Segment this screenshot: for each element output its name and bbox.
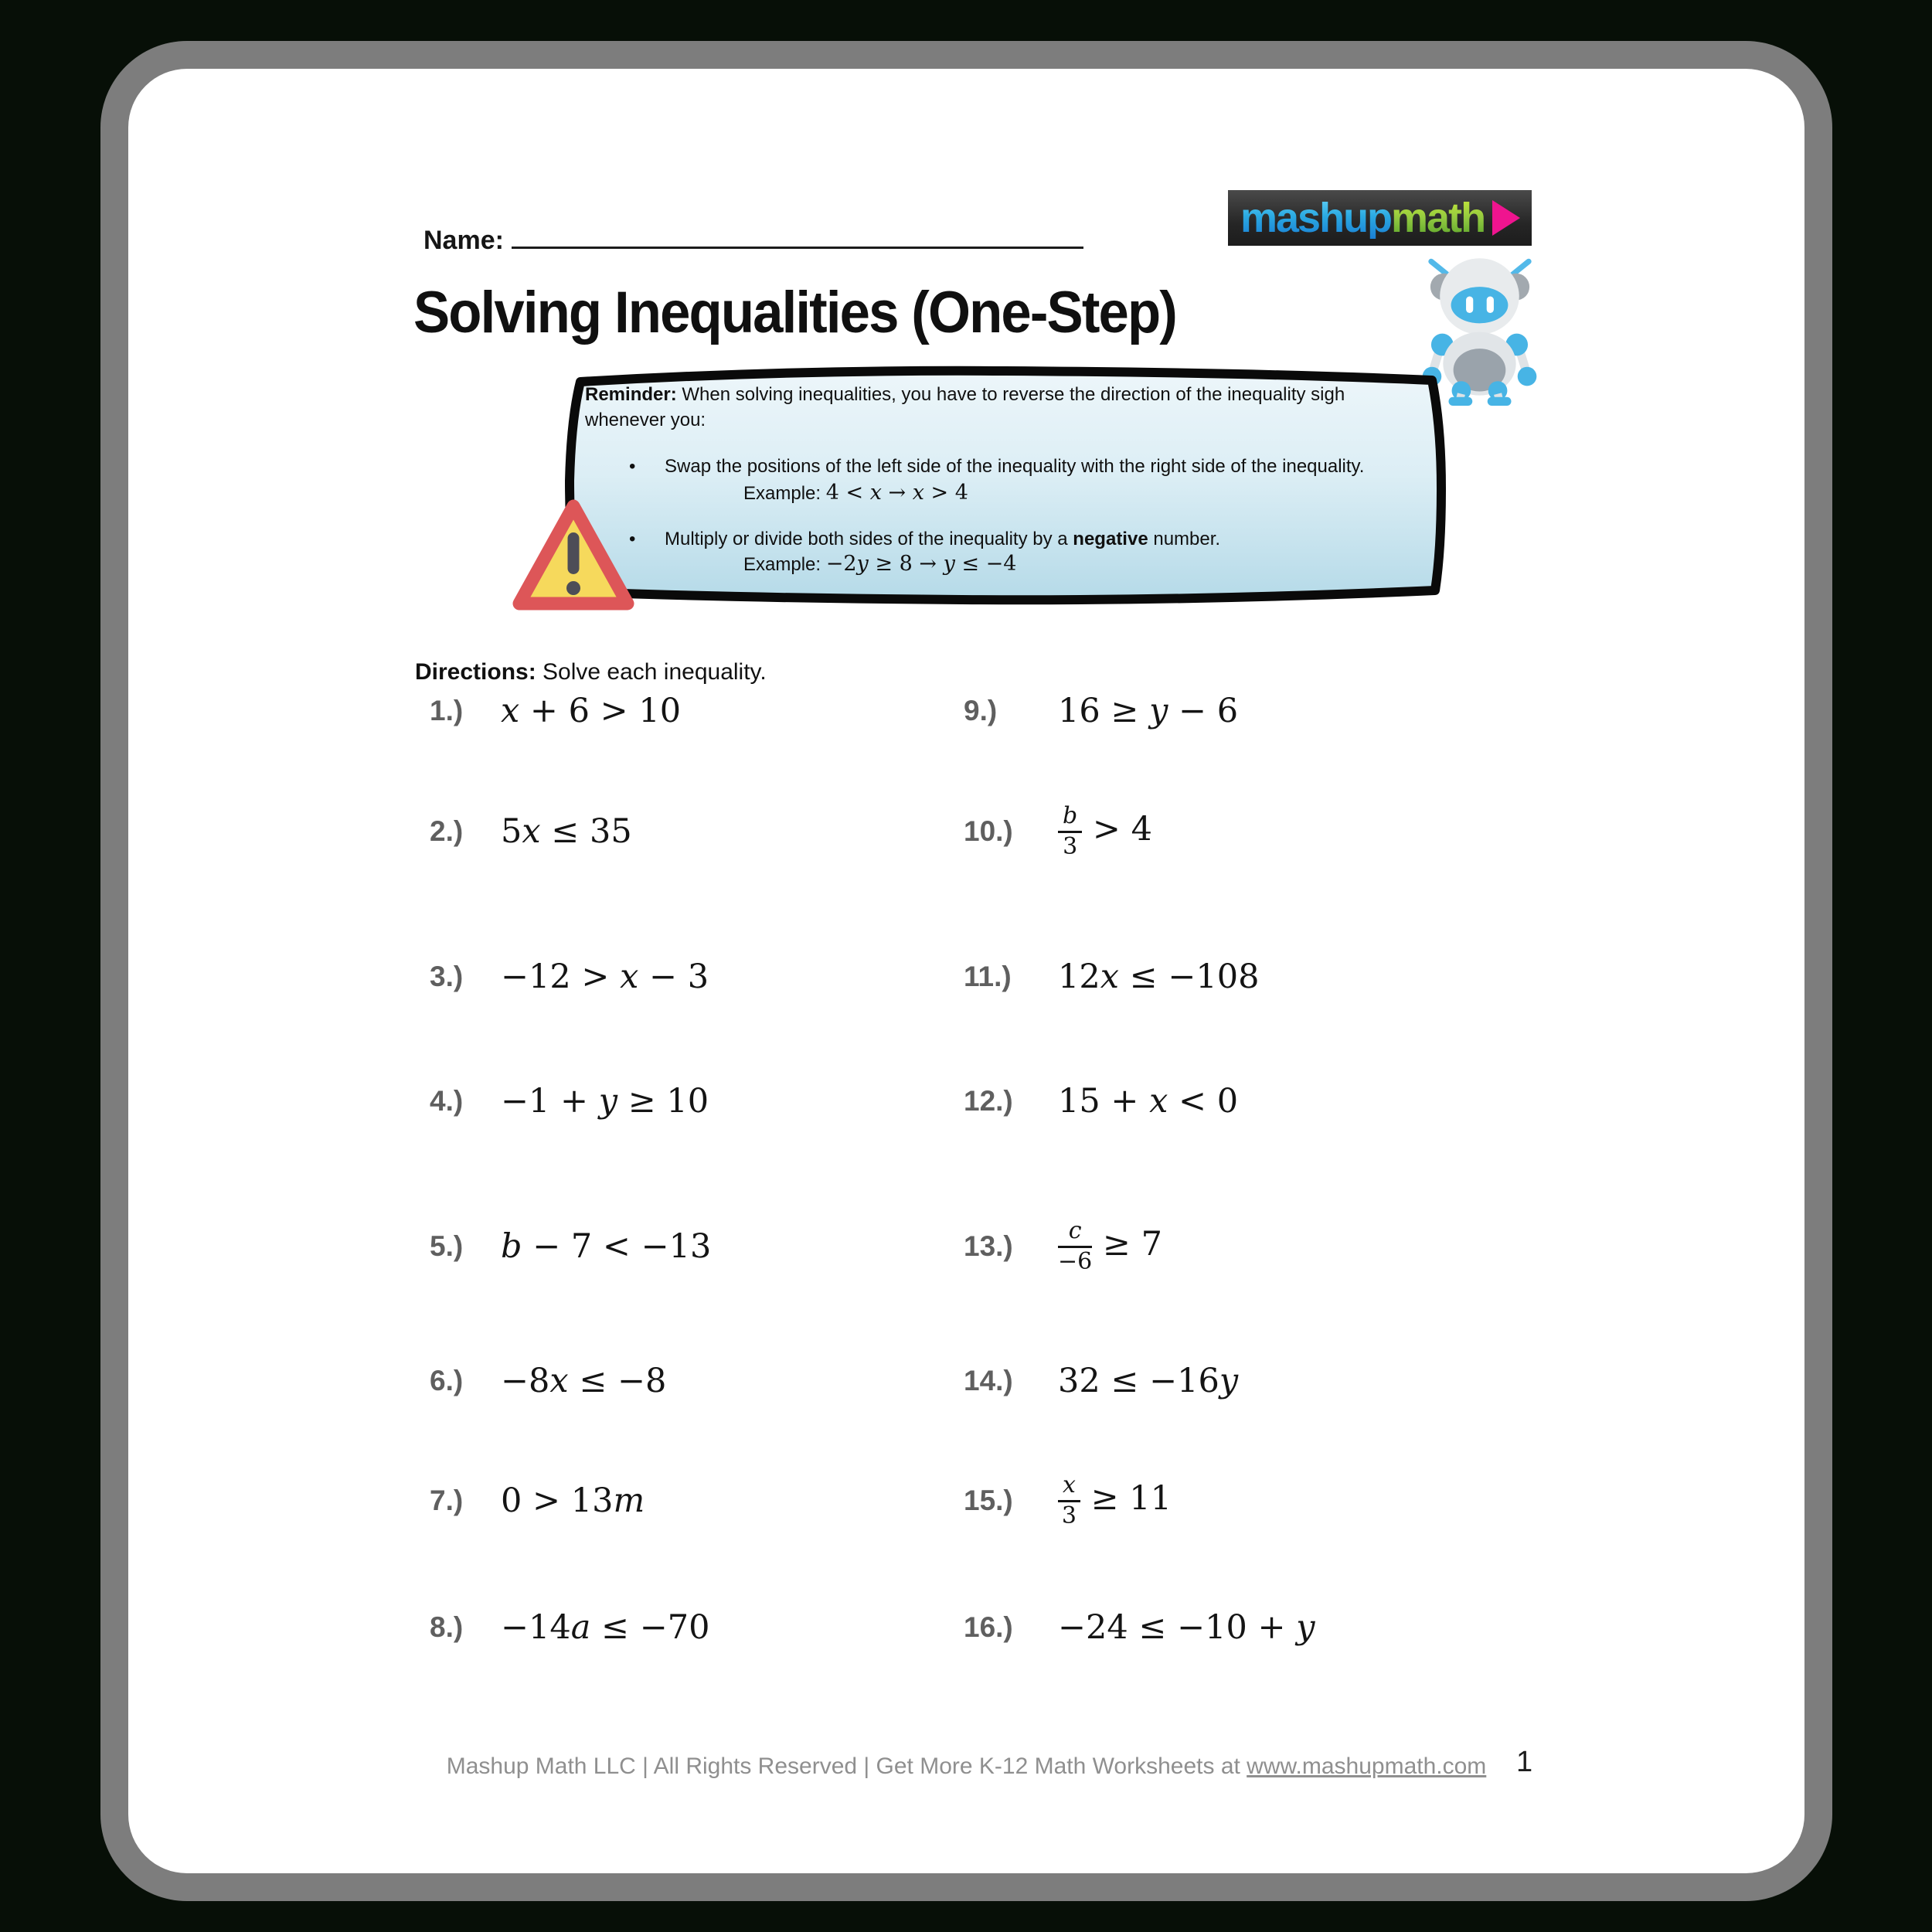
reminder-lead-line2: whenever you: — [585, 410, 706, 430]
problem-row-15 — [964, 1454, 1172, 1547]
reminder-example-2: Example: −2y ≥ 8 → y ≤ −4 — [743, 552, 1017, 576]
problem-number: 8.) — [430, 1611, 464, 1643]
problem-number: 4.) — [430, 1085, 464, 1117]
name-label: Name: — [423, 226, 504, 255]
problem-row-16 — [964, 1581, 1315, 1674]
problem-number: 13.) — [964, 1230, 1013, 1262]
fraction: $\frac{b}{3}$ — [1058, 803, 1082, 860]
reminder-bullet-2: • Multiply or divide both sides of the inequality by a negative number. — [629, 529, 1221, 549]
problem-equation: −1 + y ≥ 10 — [501, 1082, 709, 1121]
problem-equation: 32 ≤ −16y — [1058, 1362, 1239, 1400]
reminder-content — [560, 365, 1451, 607]
fraction: $\frac{c}{-6}$ — [1058, 1217, 1093, 1275]
problem-row-5 — [430, 1200, 711, 1293]
problem-number: 3.) — [430, 961, 464, 992]
directions-rest: Solve each inequality. — [536, 659, 767, 685]
problem-equation: $\frac{c}{-6}$ ≥ 7 — [1058, 1217, 1162, 1275]
problem-number: 7.) — [430, 1485, 464, 1516]
problem-equation: −8x ≤ −8 — [501, 1362, 667, 1400]
problem-row-9 — [964, 665, 1238, 757]
mashupmath-logo — [1228, 190, 1532, 246]
problem-number: 9.) — [964, 695, 998, 726]
logo-play-icon — [1492, 200, 1520, 236]
problem-row-11 — [964, 930, 1259, 1023]
problem-row-3 — [430, 930, 709, 1023]
problem-row-6 — [430, 1335, 666, 1427]
directions-label: Directions: — [415, 659, 536, 685]
reminder-box — [560, 365, 1451, 607]
problem-number: 2.) — [430, 815, 464, 847]
problem-row-12 — [964, 1055, 1238, 1148]
fraction: $\frac{x}{3}$ — [1058, 1472, 1080, 1529]
problem-equation: 5x ≤ 35 — [501, 812, 632, 851]
logo-text-mashup: mashup — [1240, 195, 1392, 241]
problem-row-8 — [430, 1581, 710, 1674]
problem-equation: x + 6 > 10 — [501, 692, 682, 730]
problem-row-10 — [964, 785, 1152, 878]
problem-row-14 — [964, 1335, 1238, 1427]
footer-link[interactable]: www.mashupmath.com — [1247, 1753, 1487, 1779]
problem-number: 6.) — [430, 1365, 464, 1396]
worksheet-card — [100, 41, 1832, 1901]
problem-row-1 — [430, 665, 681, 757]
problem-row-7 — [430, 1454, 645, 1547]
problem-row-2 — [430, 785, 632, 878]
page-title: Solving Inequalities (One-Step) — [413, 280, 1176, 345]
problem-equation: −14a ≤ −70 — [501, 1608, 710, 1647]
problem-number: 12.) — [964, 1085, 1013, 1117]
problem-row-4 — [430, 1055, 709, 1148]
warning-icon — [512, 498, 635, 614]
problem-equation: 16 ≥ y − 6 — [1058, 692, 1239, 730]
problem-equation: −24 ≤ −10 + y — [1058, 1608, 1315, 1647]
problem-number: 10.) — [964, 815, 1013, 847]
reminder-lead-bold: Reminder: — [585, 384, 677, 405]
footer-copyright: Mashup Math LLC | All Rights Reserved | Get More K-12 Math Worksheets at — [446, 1753, 1247, 1779]
problem-equation: 12x ≤ −108 — [1058, 957, 1260, 996]
logo-text-math: math — [1391, 195, 1485, 241]
footer-text — [100, 1753, 1832, 1780]
reminder-lead — [585, 382, 1427, 433]
problem-equation: $\frac{x}{3}$ ≥ 11 — [1058, 1472, 1172, 1529]
name-blank-line — [512, 220, 1083, 249]
name-row — [423, 220, 1083, 256]
problem-number: 5.) — [430, 1230, 464, 1262]
reminder-lead-line1: When solving inequalities, you have to reverse the direction of the inequality sigh — [676, 384, 1345, 405]
reminder-bullet-1: • Swap the positions of the left side of the inequality with the right side of the inequality. — [629, 456, 1365, 477]
problem-row-13 — [964, 1200, 1162, 1293]
problem-number: 14.) — [964, 1365, 1013, 1396]
problem-number: 16.) — [964, 1611, 1013, 1643]
problem-equation: 15 + x < 0 — [1058, 1082, 1239, 1121]
page-number: 1 — [1516, 1746, 1533, 1778]
problem-equation: −12 > x − 3 — [501, 957, 709, 996]
problem-number: 1.) — [430, 695, 464, 726]
bullet-icon: • — [629, 456, 636, 477]
problem-number: 15.) — [964, 1485, 1013, 1516]
problem-equation: b − 7 < −13 — [501, 1227, 712, 1266]
bullet-icon: • — [629, 529, 636, 549]
problem-equation: $\frac{b}{3}$ > 4 — [1058, 803, 1152, 860]
problem-number: 11.) — [964, 961, 1012, 992]
problem-equation: 0 > 13m — [501, 1481, 645, 1520]
reminder-example-1: Example: 4 < x → x > 4 — [743, 481, 968, 505]
